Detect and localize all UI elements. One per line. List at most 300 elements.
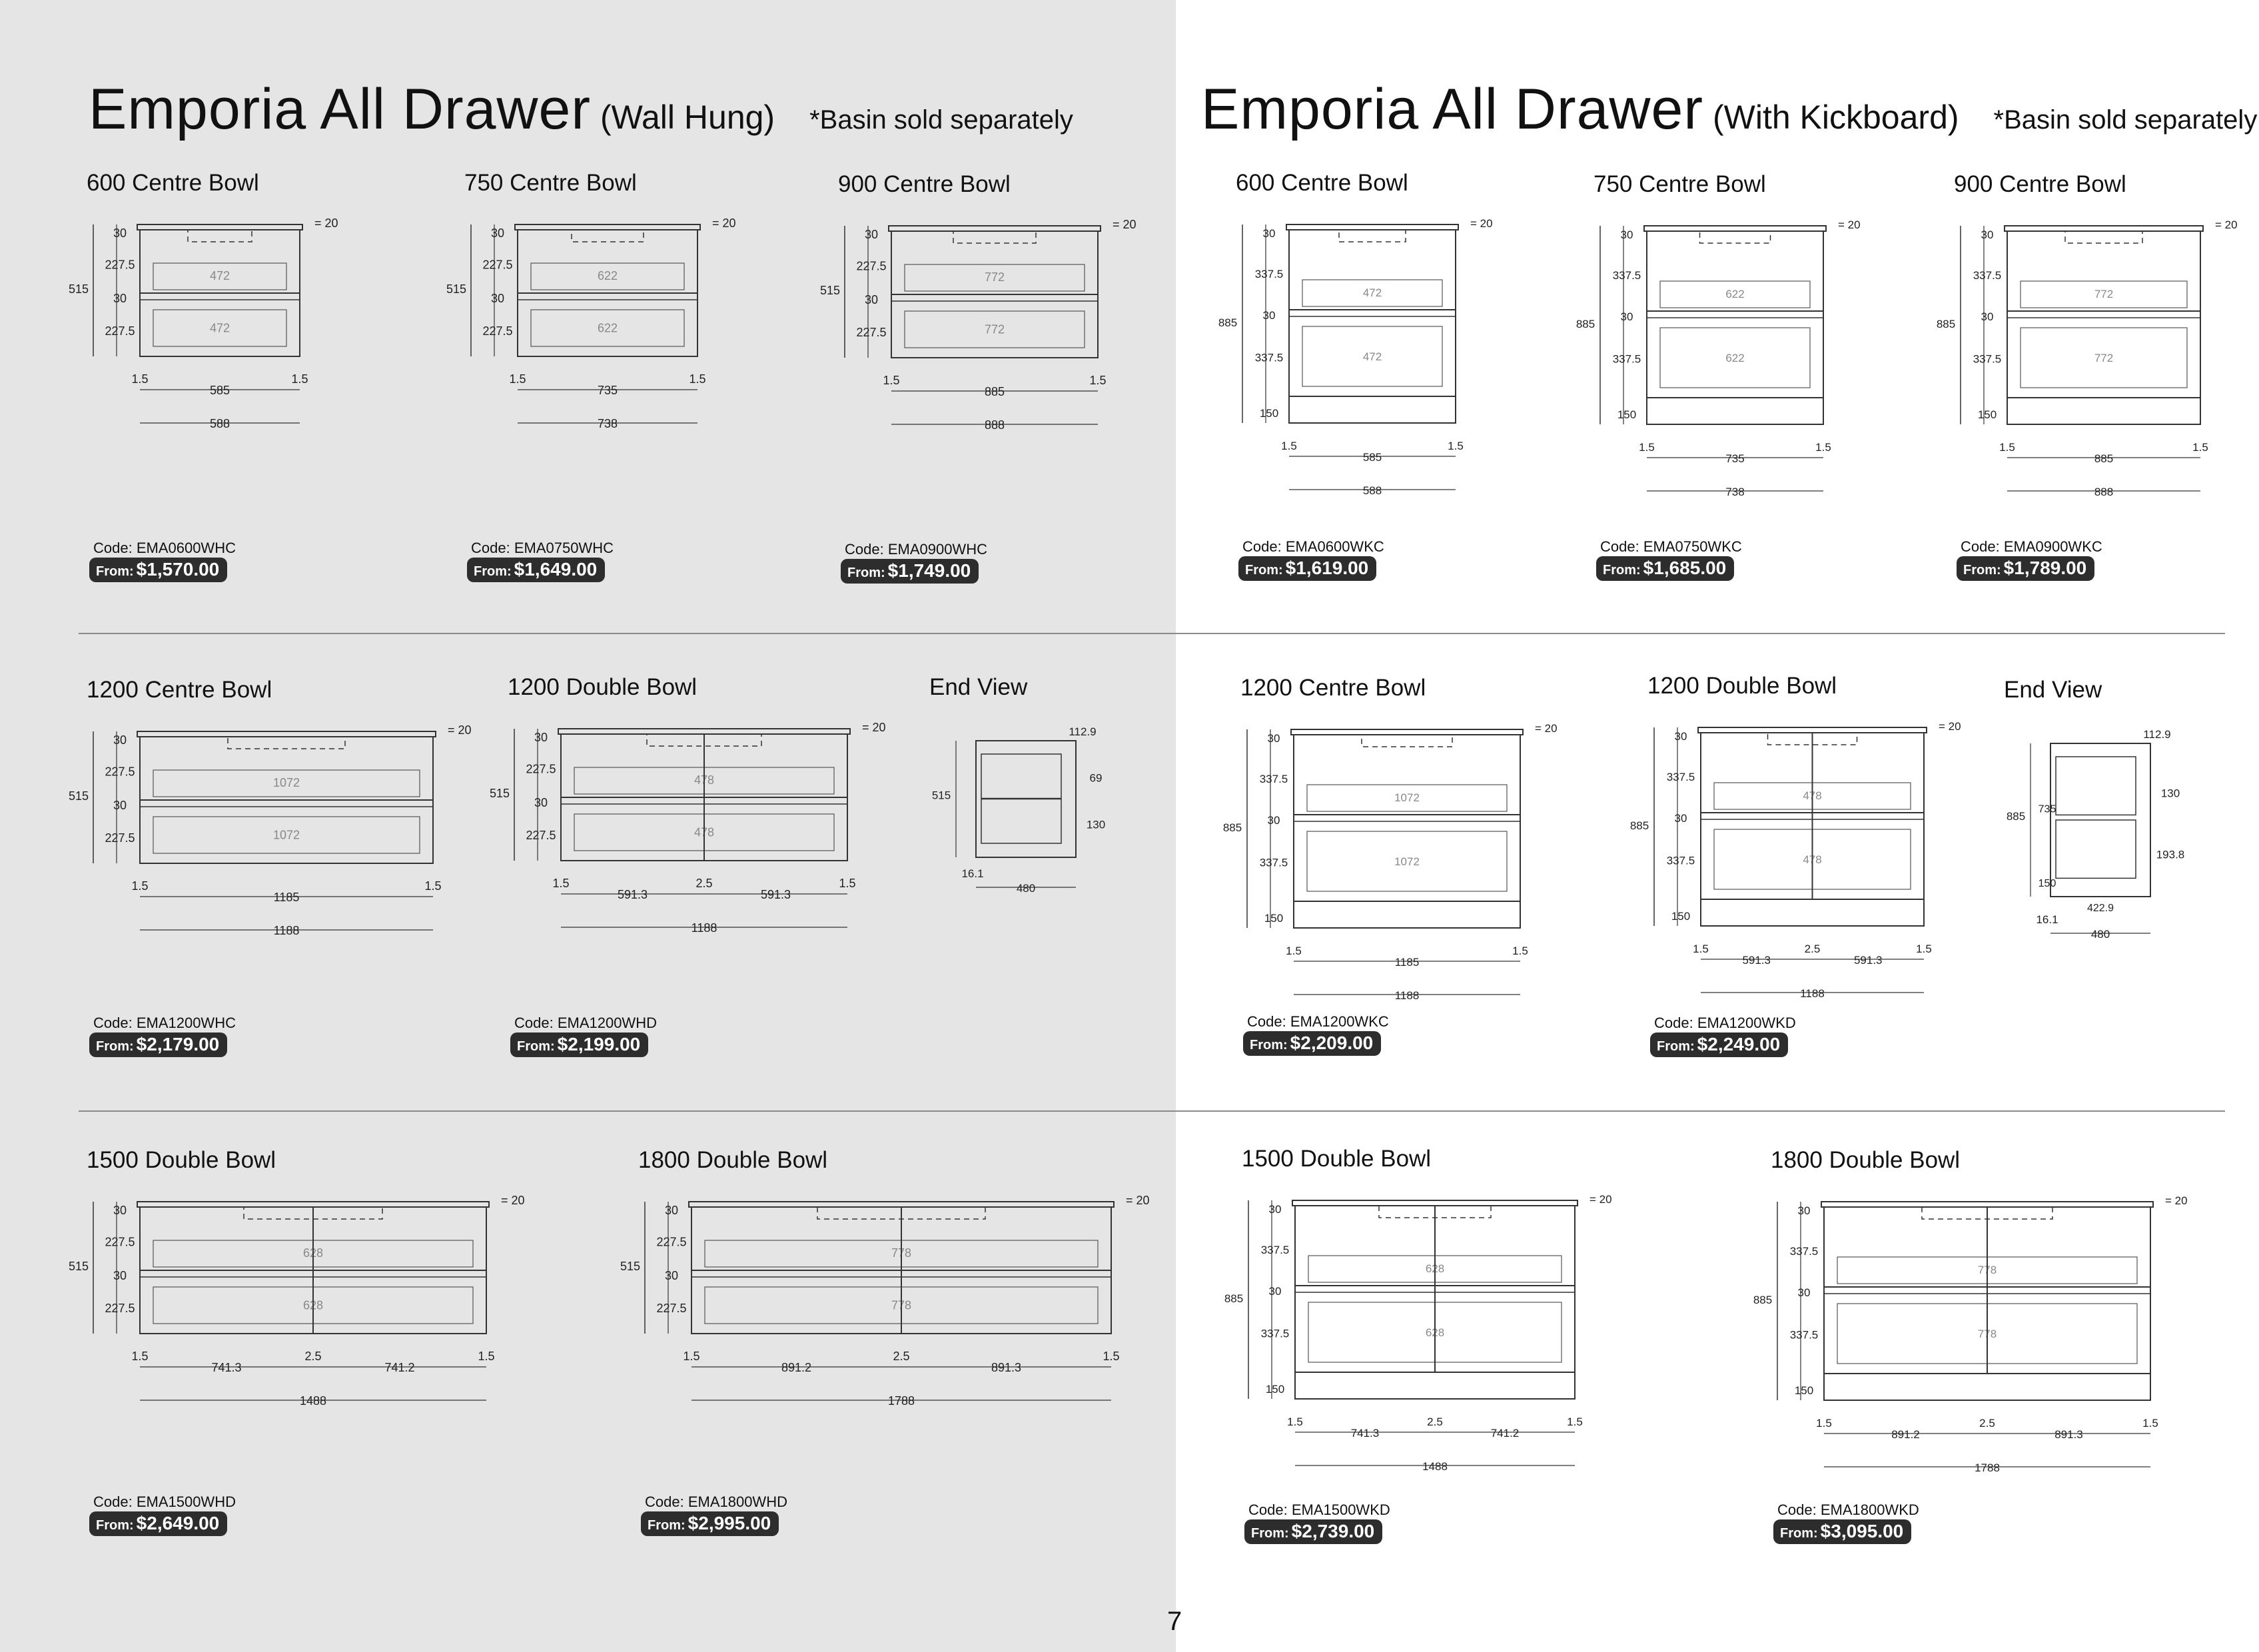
dimension-drawing [1629, 713, 1991, 1019]
dim-segment: 337.5 [1260, 1244, 1290, 1256]
price-from-label: From: [1963, 563, 2001, 578]
price-from-label: From: [474, 564, 512, 579]
dim-segment: 30 [113, 292, 127, 305]
end-view-drawer [981, 799, 1061, 844]
price-badge [1243, 1031, 1381, 1056]
dim-width: 1185 [273, 891, 300, 904]
benchtop-outline [137, 224, 302, 230]
product-code: Code: EMA1800WHD [645, 1493, 787, 1510]
product-code: Code: EMA0750WHC [471, 540, 614, 556]
dim-overall-width: 588 [209, 417, 230, 430]
dim-edge: 1.5 [2142, 1417, 2158, 1430]
dim-width: 591.3 [760, 888, 791, 901]
dim-segment: 30 [490, 292, 505, 305]
product-name: 1500 Double Bowl [1242, 1146, 1432, 1172]
dim-inner: 772 [2094, 288, 2114, 300]
dim-inner: 628 [1425, 1262, 1445, 1275]
dim-segment: 30 [1674, 812, 1687, 825]
dim-height: 885 [1629, 819, 1649, 832]
dim-top: = 20 [2215, 218, 2238, 231]
dim-segment: 337.5 [1789, 1328, 1819, 1342]
dimension-drawing [1753, 1187, 2217, 1493]
dim-inner: 1072 [272, 776, 300, 789]
price-amount: $1,649.00 [514, 559, 598, 580]
product-name: 600 Centre Bowl [1236, 170, 1408, 196]
price-badge [1596, 556, 1734, 581]
dim-height: 515 [819, 284, 841, 297]
dim-edge: 1.5 [424, 879, 442, 893]
dim-segment: 337.5 [1666, 854, 1695, 867]
dim-segment: 30 [1797, 1204, 1811, 1217]
basin-outline [953, 231, 1036, 243]
price-badge [510, 1032, 648, 1057]
dim-segment: 227.5 [656, 1302, 687, 1315]
product-code: Code: EMA1500WKD [1248, 1501, 1390, 1518]
product-code: Code: EMA1200WHD [514, 1015, 657, 1031]
dim-width: 585 [1362, 451, 1382, 464]
price-from-label: From: [96, 1039, 134, 1054]
dim-drawer: 193.8 [2156, 848, 2185, 861]
price-amount: $2,739.00 [1291, 1521, 1375, 1541]
dim-segment: 227.5 [526, 829, 556, 842]
product-name: 1500 Double Bowl [87, 1147, 276, 1173]
product-name: 900 Centre Bowl [1954, 171, 2126, 197]
dimension-drawing [68, 717, 500, 970]
dim-segment: 227.5 [526, 762, 556, 776]
dim-top: = 20 [1535, 722, 1558, 735]
row-divider [79, 633, 2225, 634]
dim-top: = 20 [1838, 218, 1861, 231]
price-badge [467, 558, 605, 582]
dim-edge: 1.5 [2192, 441, 2208, 454]
dim-height: 885 [1218, 316, 1238, 329]
benchtop-outline [137, 1202, 489, 1207]
dim-height: 885 [1753, 1294, 1773, 1306]
dim-segment: 30 [664, 1269, 679, 1282]
dim-edge: 1.5 [509, 372, 526, 386]
dimension-drawing [819, 211, 1164, 464]
dim-segment: 227.5 [105, 258, 135, 272]
product-code: Code: EMA1200WHC [93, 1015, 236, 1031]
dim-inner: 772 [984, 270, 1005, 284]
dim-edge: 1.5 [131, 879, 149, 893]
dim-inner: 478 [693, 825, 715, 839]
dim-edge: 1.5 [1286, 945, 1302, 957]
dim-segment: 30 [490, 226, 505, 240]
dim-width: 741.2 [384, 1361, 415, 1374]
dim-segment: 150 [1264, 912, 1284, 925]
dim-inner: 778 [891, 1298, 912, 1312]
product-code: Code: EMA0600WKC [1242, 538, 1384, 555]
dim-inner: 622 [597, 269, 618, 282]
price-from-label: From: [96, 564, 134, 579]
dim-recess: 422.9 [2086, 903, 2114, 914]
dim-overall-width: 738 [1725, 486, 1745, 498]
dimension-drawing [489, 714, 914, 967]
dimension-drawing [1576, 211, 1890, 518]
dim-edge: 1.5 [1281, 440, 1297, 452]
dim-edge: 1.5 [291, 372, 308, 386]
dim-top: = 20 [862, 721, 886, 734]
benchtop-outline [1644, 226, 1826, 231]
dim-inner: 472 [1362, 350, 1382, 363]
end-view-drawer [2056, 820, 2136, 878]
basin-outline [572, 230, 644, 242]
price-amount: $1,789.00 [2003, 558, 2087, 578]
dim-segment: 30 [534, 731, 548, 744]
dim-segment: 30 [113, 226, 127, 240]
dim-inner: 778 [1977, 1264, 1997, 1276]
basin-outline [188, 230, 252, 242]
price-badge [1238, 556, 1376, 581]
dim-inner: 628 [302, 1298, 324, 1312]
price-badge [89, 1032, 227, 1057]
dim-height: 515 [68, 282, 89, 296]
dim-top: = 20 [1939, 720, 1961, 733]
wall-hung-title: Emporia All Drawer (Wall Hung) *Basin sold separately [89, 77, 1073, 141]
dim-width: 585 [209, 384, 230, 397]
dim-width: 891.2 [1891, 1428, 1920, 1441]
benchtop-outline [1821, 1202, 2153, 1207]
dim-edge: 1.5 [1639, 441, 1655, 454]
price-from-label: From: [847, 566, 885, 580]
dim-width: 891.2 [781, 1361, 812, 1374]
dim-inner: 622 [1725, 352, 1745, 364]
product-name: 1200 Centre Bowl [87, 677, 272, 703]
benchtop-outline [1698, 727, 1927, 733]
dim-edge: 1.5 [552, 877, 570, 890]
price-badge [1650, 1032, 1788, 1057]
dim-depth: 480 [2090, 928, 2110, 941]
dim-segment: 337.5 [1259, 773, 1288, 785]
dim-drawer: 130 [1086, 818, 1106, 831]
dim-edge: 1.5 [689, 372, 706, 386]
dim-segment: 227.5 [105, 1235, 135, 1249]
price-from-label: From: [1251, 1526, 1289, 1541]
price-amount: $1,749.00 [887, 560, 971, 581]
dim-height: 885 [1576, 318, 1595, 330]
dim-edge: 16.1 [2036, 913, 2058, 926]
dim-segment: 227.5 [656, 1235, 687, 1249]
dim-kick: 150 [2038, 878, 2056, 889]
dim-inner: 1072 [1394, 791, 1420, 804]
price-badge [89, 558, 227, 582]
product-name: 750 Centre Bowl [464, 170, 637, 196]
benchtop-outline [1286, 224, 1458, 230]
page-number: 7 [1167, 1607, 1182, 1636]
product-code: Code: EMA1500WHD [93, 1493, 236, 1510]
dim-overall-width: 1188 [1800, 987, 1825, 1000]
benchtop-outline [2005, 226, 2203, 231]
dim-top: = 20 [448, 723, 472, 737]
dim-width: 741.3 [1350, 1427, 1380, 1440]
dim-segment: 150 [1794, 1384, 1814, 1397]
dim-segment: 30 [1674, 730, 1687, 743]
dimension-drawing [68, 1187, 553, 1440]
product-name: 1800 Double Bowl [1771, 1147, 1961, 1173]
dim-width: 591.3 [1742, 954, 1771, 967]
product-code: Code: EMA0750WKC [1600, 538, 1742, 555]
dim-height: 885 [1936, 318, 1956, 330]
dim-segment: 150 [1265, 1383, 1285, 1396]
price-amount: $3,095.00 [1820, 1521, 1904, 1541]
dim-overall-width: 888 [984, 418, 1005, 432]
dim-segment: 227.5 [105, 765, 135, 779]
dim-mid: 2.5 [1804, 943, 1821, 955]
dim-top: = 20 [712, 216, 736, 230]
dim-width: 591.3 [1853, 954, 1883, 967]
dim-edge: 1.5 [1103, 1350, 1120, 1363]
dim-overall-width: 1188 [273, 924, 300, 937]
dim-inner: 1072 [1394, 855, 1420, 868]
product-name: 750 Centre Bowl [1593, 171, 1766, 197]
product-code: Code: EMA1200WKC [1247, 1013, 1389, 1030]
dim-width: 591.3 [617, 888, 648, 901]
dim-top: = 20 [314, 216, 338, 230]
row-divider [79, 1110, 2225, 1112]
price-badge [1773, 1519, 1911, 1544]
dim-width: 1185 [1394, 956, 1420, 969]
dim-segment: 337.5 [1259, 856, 1288, 869]
dim-edge: 16.1 [961, 867, 984, 880]
dim-segment: 337.5 [1612, 269, 1641, 282]
dim-inner: 622 [1725, 288, 1745, 300]
dim-segment: 337.5 [1254, 268, 1284, 280]
dim-segment: 30 [1267, 814, 1280, 827]
end-view-title: End View [2004, 677, 2102, 703]
end-view-title: End View [929, 674, 1028, 700]
dim-top: = 20 [1470, 217, 1493, 230]
dim-width: 891.3 [991, 1361, 1022, 1374]
price-amount: $2,209.00 [1290, 1032, 1374, 1053]
dim-overall-width: 1188 [1394, 989, 1420, 1002]
dim-width: 885 [2094, 452, 2114, 465]
dim-edge: 1.5 [1512, 945, 1528, 957]
dim-overall-width: 1488 [299, 1394, 327, 1408]
dim-overall-width: 888 [2094, 486, 2114, 498]
dim-inner: 478 [693, 773, 715, 787]
dim-overall-width: 1188 [691, 921, 717, 935]
dim-edge: 1.5 [1567, 1416, 1583, 1428]
dim-edge: 1.5 [1693, 943, 1709, 955]
dim-edge: 1.5 [1089, 374, 1107, 387]
dim-inner: 472 [209, 269, 230, 282]
dim-height: 885 [1222, 821, 1242, 834]
dim-inner: 628 [1425, 1326, 1445, 1339]
dim-edge: 1.5 [1999, 441, 2015, 454]
benchtop-outline [137, 731, 436, 737]
price-amount: $1,570.00 [136, 559, 220, 580]
dim-segment: 337.5 [1666, 771, 1695, 783]
dim-segment: 30 [1268, 1285, 1282, 1298]
price-amount: $1,619.00 [1285, 558, 1369, 578]
dim-segment: 30 [864, 228, 879, 241]
dim-edge: 1.5 [478, 1350, 495, 1363]
dim-inner: 772 [984, 322, 1005, 336]
dim-width: 741.2 [1490, 1427, 1520, 1440]
dim-mid: 2.5 [304, 1350, 322, 1363]
dim-segment: 150 [1259, 407, 1279, 420]
product-code: Code: EMA0900WKC [1961, 538, 2102, 555]
price-badge [1244, 1519, 1382, 1544]
dim-segment: 227.5 [856, 326, 887, 339]
dim-inner: 772 [2094, 352, 2114, 364]
dimension-drawing [446, 210, 764, 463]
price-amount: $2,249.00 [1697, 1034, 1781, 1054]
price-from-label: From: [517, 1039, 555, 1054]
dim-segment: 150 [1671, 910, 1691, 923]
price-from-label: From: [1250, 1038, 1288, 1052]
product-code: Code: EMA0900WHC [845, 541, 987, 558]
price-from-label: From: [1245, 563, 1283, 578]
dim-height: 885 [1224, 1292, 1244, 1305]
dim-edge: 1.5 [1448, 440, 1464, 452]
dim-width: 735 [597, 384, 618, 397]
price-amount: $2,995.00 [687, 1513, 771, 1533]
benchtop-outline [1292, 1200, 1578, 1206]
dimension-drawing [68, 210, 366, 463]
dimension-drawing [620, 1187, 1178, 1440]
benchtop-outline [1291, 729, 1523, 735]
dim-height: 515 [620, 1260, 641, 1273]
dim-width: 735 [1725, 452, 1745, 465]
dim-top: = 20 [1113, 218, 1136, 231]
dim-segment: 30 [1797, 1286, 1811, 1299]
dim-segment: 150 [1617, 408, 1637, 421]
dim-overall-width: 588 [1362, 484, 1382, 497]
dim-segment: 30 [113, 1269, 127, 1282]
dim-segment: 30 [113, 799, 127, 812]
price-from-label: From: [1657, 1039, 1695, 1054]
dim-segment: 337.5 [1260, 1327, 1290, 1340]
dim-overall-width: 738 [597, 417, 618, 430]
dim-segment: 30 [1620, 228, 1633, 241]
dim-overall-width: 1788 [1975, 1461, 2000, 1474]
price-badge [841, 559, 979, 584]
dim-depth: 480 [1016, 882, 1036, 895]
product-code: Code: EMA1200WKD [1654, 1015, 1796, 1031]
dim-height: 515 [68, 789, 89, 803]
dim-inner: 472 [209, 321, 230, 335]
dim-segment: 337.5 [1789, 1245, 1819, 1258]
product-name: 1200 Double Bowl [1647, 673, 1837, 699]
benchtop-outline [889, 226, 1101, 231]
price-badge [641, 1511, 779, 1536]
price-from-label: From: [96, 1518, 134, 1533]
dim-inner: 1072 [272, 828, 300, 842]
product-name: 900 Centre Bowl [838, 171, 1011, 197]
dimension-drawing [1222, 715, 1587, 1021]
dim-height: 515 [931, 789, 951, 802]
kickboard-title: Emporia All Drawer (With Kickboard) *Basin sold separately [1201, 77, 2258, 141]
dim-top: = 20 [1589, 1193, 1612, 1206]
benchtop-outline [558, 729, 850, 734]
basin-outline [2065, 231, 2142, 243]
dim-segment: 30 [1620, 310, 1633, 323]
dim-segment: 30 [1268, 1203, 1282, 1216]
product-name: 600 Centre Bowl [87, 170, 259, 196]
dim-segment: 337.5 [1973, 269, 2002, 282]
dim-overall-width: 1788 [887, 1394, 915, 1408]
dim-segment: 30 [1262, 227, 1276, 240]
dim-segment: 227.5 [482, 258, 513, 272]
price-badge [1957, 556, 2094, 581]
product-name: 1800 Double Bowl [638, 1147, 828, 1173]
dim-top: 112.9 [2143, 728, 2171, 741]
basin-outline [1339, 230, 1406, 242]
dim-top: = 20 [2165, 1194, 2188, 1207]
dim-edge: 1.5 [1816, 1417, 1832, 1430]
dim-segment: 150 [1977, 408, 1997, 421]
dim-segment: 227.5 [856, 259, 887, 273]
dim-segment: 30 [534, 796, 548, 809]
dim-inner: 778 [891, 1246, 912, 1260]
dim-top: 112.9 [1069, 725, 1097, 738]
dim-segment: 30 [1267, 732, 1280, 745]
end-view-drawing [916, 714, 1116, 934]
dim-mid: 2.5 [893, 1350, 910, 1363]
dim-inner: 478 [1803, 853, 1822, 866]
dim-inner: 628 [302, 1246, 324, 1260]
dim-segment: 30 [1262, 309, 1276, 322]
product-code: Code: EMA0600WHC [93, 540, 236, 556]
dim-overall-width: 1488 [1422, 1460, 1448, 1473]
product-name: 1200 Centre Bowl [1240, 675, 1426, 701]
dim-top: = 20 [501, 1194, 525, 1207]
dim-segment: 337.5 [1973, 352, 2002, 366]
dim-inner: 778 [1977, 1328, 1997, 1340]
dim-segment: 30 [113, 1204, 127, 1217]
dim-body-height: 735 [2038, 803, 2056, 815]
dim-mid: 2.5 [1427, 1416, 1443, 1428]
dim-height: 885 [2006, 810, 2026, 823]
dim-edge: 1.5 [1815, 441, 1831, 454]
benchtop-outline [515, 224, 700, 230]
dim-top: = 20 [1126, 1194, 1150, 1207]
dim-drawer: 69 [1089, 771, 1103, 785]
price-amount: $2,179.00 [136, 1034, 220, 1054]
end-view-drawer [2056, 757, 2136, 815]
end-view-drawer [981, 754, 1061, 799]
dim-height: 515 [446, 282, 467, 296]
dim-segment: 337.5 [1254, 351, 1284, 364]
price-amount: $2,199.00 [557, 1034, 641, 1054]
dim-edge: 1.5 [683, 1350, 700, 1363]
end-view-drawing [1991, 717, 2190, 941]
price-amount: $1,685.00 [1643, 558, 1727, 578]
dim-edge: 1.5 [131, 372, 149, 386]
dim-edge: 1.5 [1916, 943, 1932, 955]
dim-width: 741.3 [211, 1361, 242, 1374]
basin-outline [228, 737, 345, 749]
dim-segment: 227.5 [105, 324, 135, 338]
dim-edge: 1.5 [839, 877, 856, 890]
dim-segment: 227.5 [482, 324, 513, 338]
dim-inner: 472 [1362, 286, 1382, 299]
dim-mid: 2.5 [1979, 1417, 1995, 1430]
dim-height: 515 [489, 787, 510, 800]
dim-drawer: 130 [2160, 787, 2180, 800]
dim-mid: 2.5 [695, 877, 713, 890]
dim-segment: 30 [664, 1204, 679, 1217]
dim-segment: 30 [1981, 228, 1994, 241]
dim-segment: 227.5 [105, 1302, 135, 1315]
dim-segment: 30 [113, 733, 127, 747]
dim-inner: 478 [1803, 789, 1822, 802]
dim-height: 515 [68, 1260, 89, 1273]
dim-edge: 1.5 [883, 374, 900, 387]
dim-width: 885 [984, 385, 1005, 398]
